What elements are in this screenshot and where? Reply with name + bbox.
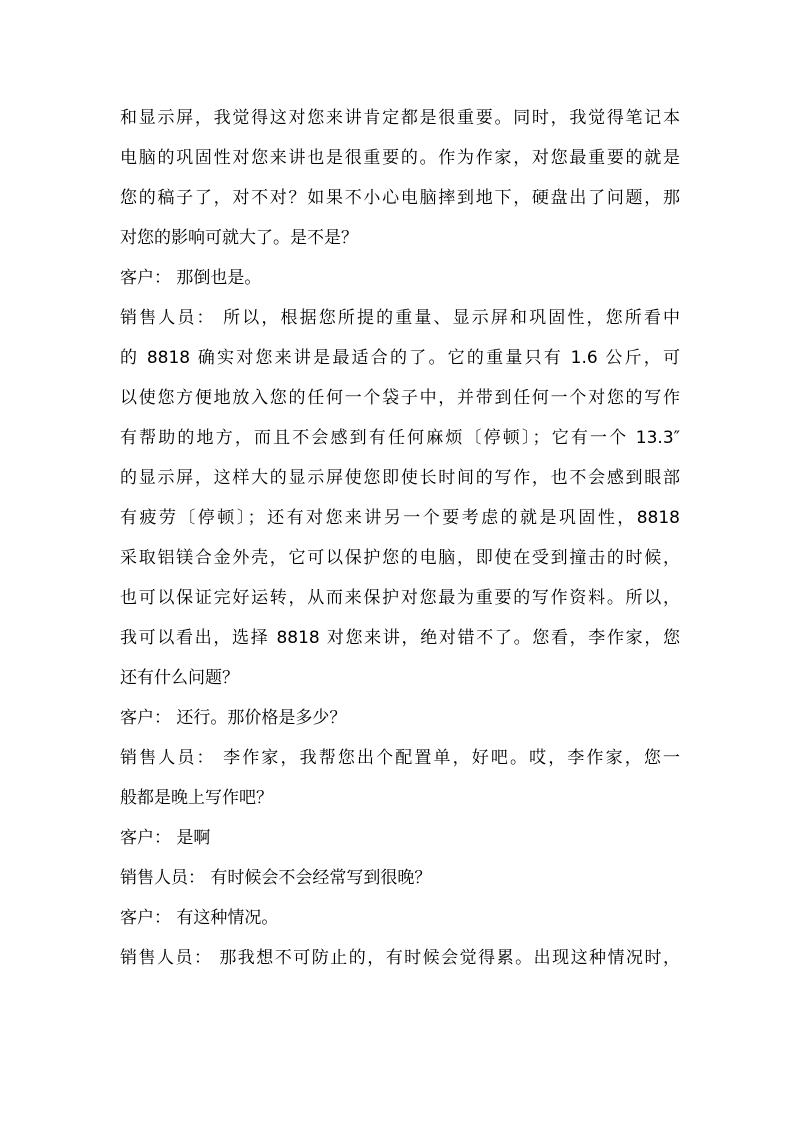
speaker-line: 客户： 那倒也是。 — [120, 268, 262, 288]
speaker-line: 客户： 是啊 — [120, 828, 211, 848]
text-line: 的 8818 确实对您来讲是最适合的了。它的重量只有 1.6 公斤，可 — [120, 348, 680, 368]
text-line: 采取铝镁合金外壳，它可以保护您的电脑，即使在受到撞击的时候， — [120, 548, 680, 568]
text-line: 般都是晚上写作吧？ — [120, 788, 273, 808]
text-line: 有疲劳〔停顿〕；还有对您来讲另一个要考虑的就是巩固性，8818 — [120, 508, 680, 528]
text-line: 还有什么问题？ — [120, 668, 239, 688]
speaker-line: 销售人员： 李作家，我帮您出个配置单，好吧。哎，李作家，您一 — [120, 748, 680, 768]
speaker-line: 客户： 还行。那价格是多少？ — [120, 708, 347, 728]
speaker-line: 客户： 有这种情况。 — [120, 908, 279, 928]
text-line: 以使您方便地放入您的任何一个袋子中，并带到任何一个对您的写作 — [120, 388, 680, 408]
text-line: 电脑的巩固性对您来讲也是很重要的。作为作家，对您最重要的就是 — [120, 148, 680, 168]
text-line: 也可以保证完好运转，从而来保护对您最为重要的写作资料。所以， — [120, 588, 680, 608]
dialogue-text — [120, 98, 680, 978]
text-line: 我可以看出，选择 8818 对您来讲，绝对错不了。您看，李作家，您 — [120, 628, 680, 648]
speaker-line: 销售人员： 有时候会不会经常写到很晚？ — [120, 868, 432, 888]
speaker-line: 销售人员： 那我想不可防止的，有时候会觉得累。出现这种情况时， — [120, 948, 680, 968]
text-line: 有帮助的地方，而且不会感到有任何麻烦〔停顿〕；它有一个 13.3″ — [120, 428, 680, 448]
text-line: 的显示屏，这样大的显示屏使您即使长时间的写作，也不会感到眼部 — [120, 468, 680, 488]
text-line: 和显示屏，我觉得这对您来讲肯定都是很重要。同时，我觉得笔记本 — [120, 108, 680, 128]
speaker-line: 销售人员： 所以，根据您所提的重量、显示屏和巩固性，您所看中 — [120, 308, 680, 328]
text-line: 对您的影响可就大了。是不是？ — [120, 228, 358, 248]
text-line: 您的稿子了，对不对？如果不小心电脑摔到地下，硬盘出了问题，那 — [120, 188, 680, 208]
